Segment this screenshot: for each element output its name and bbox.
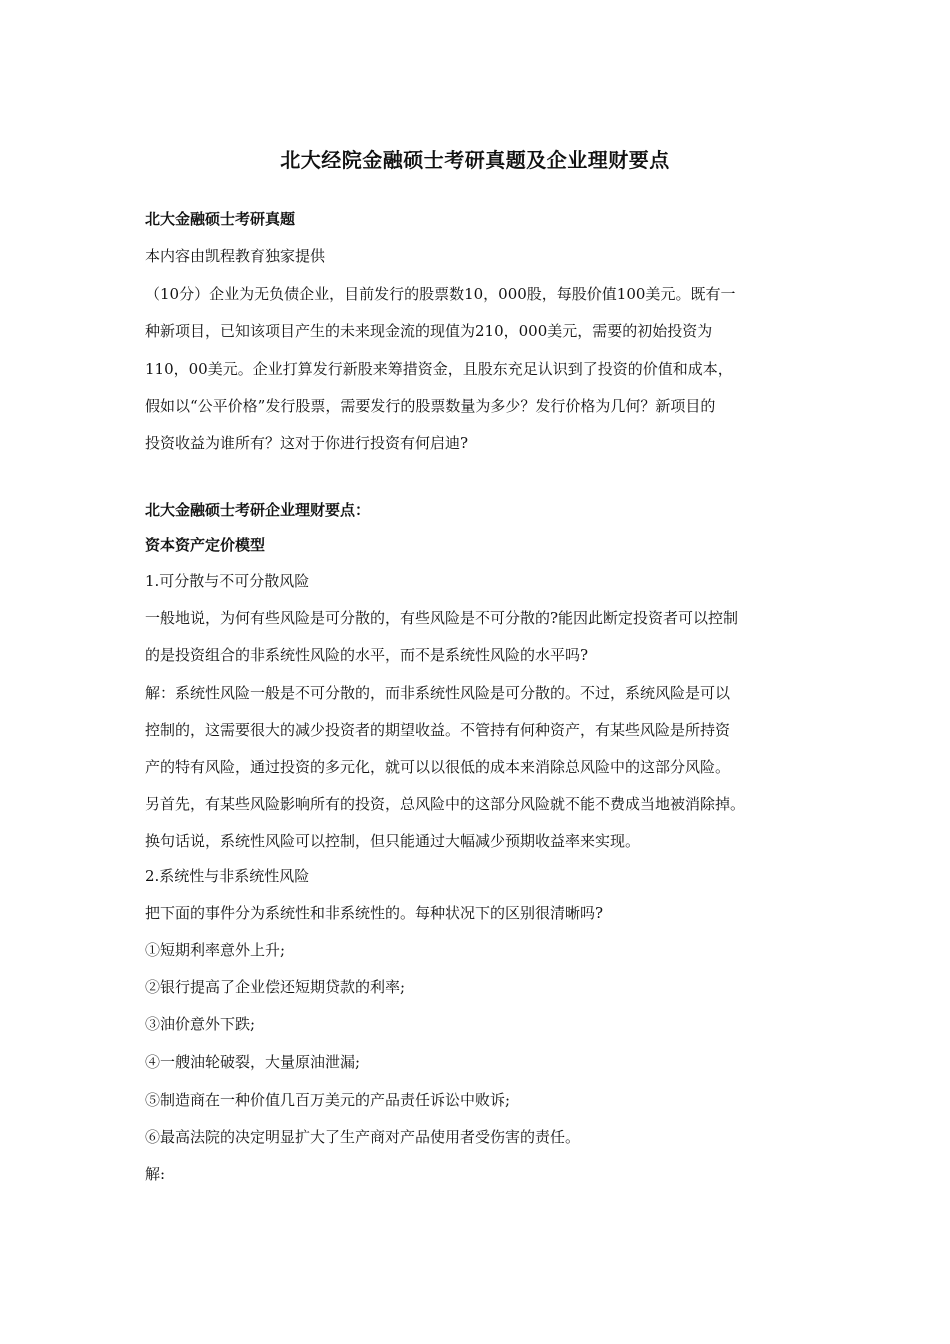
answer-line: 换句话说，系统性风险可以控制，但只能通过大幅减少预期收益率来实现。 (145, 832, 641, 850)
question-line: 110，00美元。企业打算发行新股来筹措资金，且股东充足认识到了投资的价值和成本， (145, 360, 733, 378)
answer-line: 另首先，有某些风险影响所有的投资，总风险中的这部分风险就不能不费成当地被消除掉。 (145, 795, 746, 813)
subsection-heading-capm: 资本资产定价模型 (145, 536, 266, 554)
answer-line: 控制的，这需要很大的减少投资者的期望收益。不管持有何种资产，有某些风险是所持资 (145, 721, 731, 739)
answer-label: 解: (145, 1165, 166, 1183)
source-note: 本内容由凯程教育独家提供 (145, 247, 326, 265)
list-item: ②银行提高了企业偿还短期贷款的利率; (145, 978, 406, 996)
document-title: 北大经院金融硕士考研真题及企业理财要点 (280, 148, 670, 172)
question-line: 投资收益为谁所有？这对于你进行投资有何启迪? (145, 434, 469, 452)
list-item: ①短期利率意外上升; (145, 941, 286, 959)
list-item: ③油价意外下跌; (145, 1015, 256, 1033)
item-question-line: 一般地说，为何有些风险是可分散的，有些风险是不可分散的?能因此断定投资者可以控制 (145, 609, 739, 627)
question-line: 种新项目，已知该项目产生的未来现金流的现值为210，000美元，需要的初始投资为 (145, 322, 713, 340)
item-question-line: 的是投资组合的非系统性风险的水平，而不是系统性风险的水平吗? (145, 646, 589, 664)
question-line: 假如以“公平价格”发行股票，需要发行的股票数量为多少？发行价格为几何？新项目的 (145, 397, 716, 415)
item-intro: 把下面的事件分为系统性和非系统性的。每种状况下的区别很清晰吗? (145, 904, 604, 922)
section-heading-finance: 北大金融硕士考研企业理财要点： (145, 501, 371, 519)
question-line: （10分）企业为无负债企业，目前发行的股票数10，000股，每股价值100美元。既有一 (145, 285, 736, 303)
list-item: ④一艘油轮破裂，大量原油泄漏; (145, 1053, 361, 1071)
item-title: 2.系统性与非系统性风险 (145, 867, 310, 885)
item-title: 1.可分散与不可分散风险 (145, 572, 310, 590)
section-heading-exam: 北大金融硕士考研真题 (145, 210, 296, 228)
list-item: ⑤制造商在一种价值几百万美元的产品责任诉讼中败诉; (145, 1091, 511, 1109)
answer-line: 产的特有风险，通过投资的多元化，就可以以很低的成本来消除总风险中的这部分风险。 (145, 758, 731, 776)
list-item: ⑥最高法院的决定明显扩大了生产商对产品使用者受伤害的责任。 (145, 1128, 581, 1146)
answer-line: 解：系统性风险一般是不可分散的，而非系统性风险是可分散的。不过，系统风险是可以 (145, 684, 731, 702)
